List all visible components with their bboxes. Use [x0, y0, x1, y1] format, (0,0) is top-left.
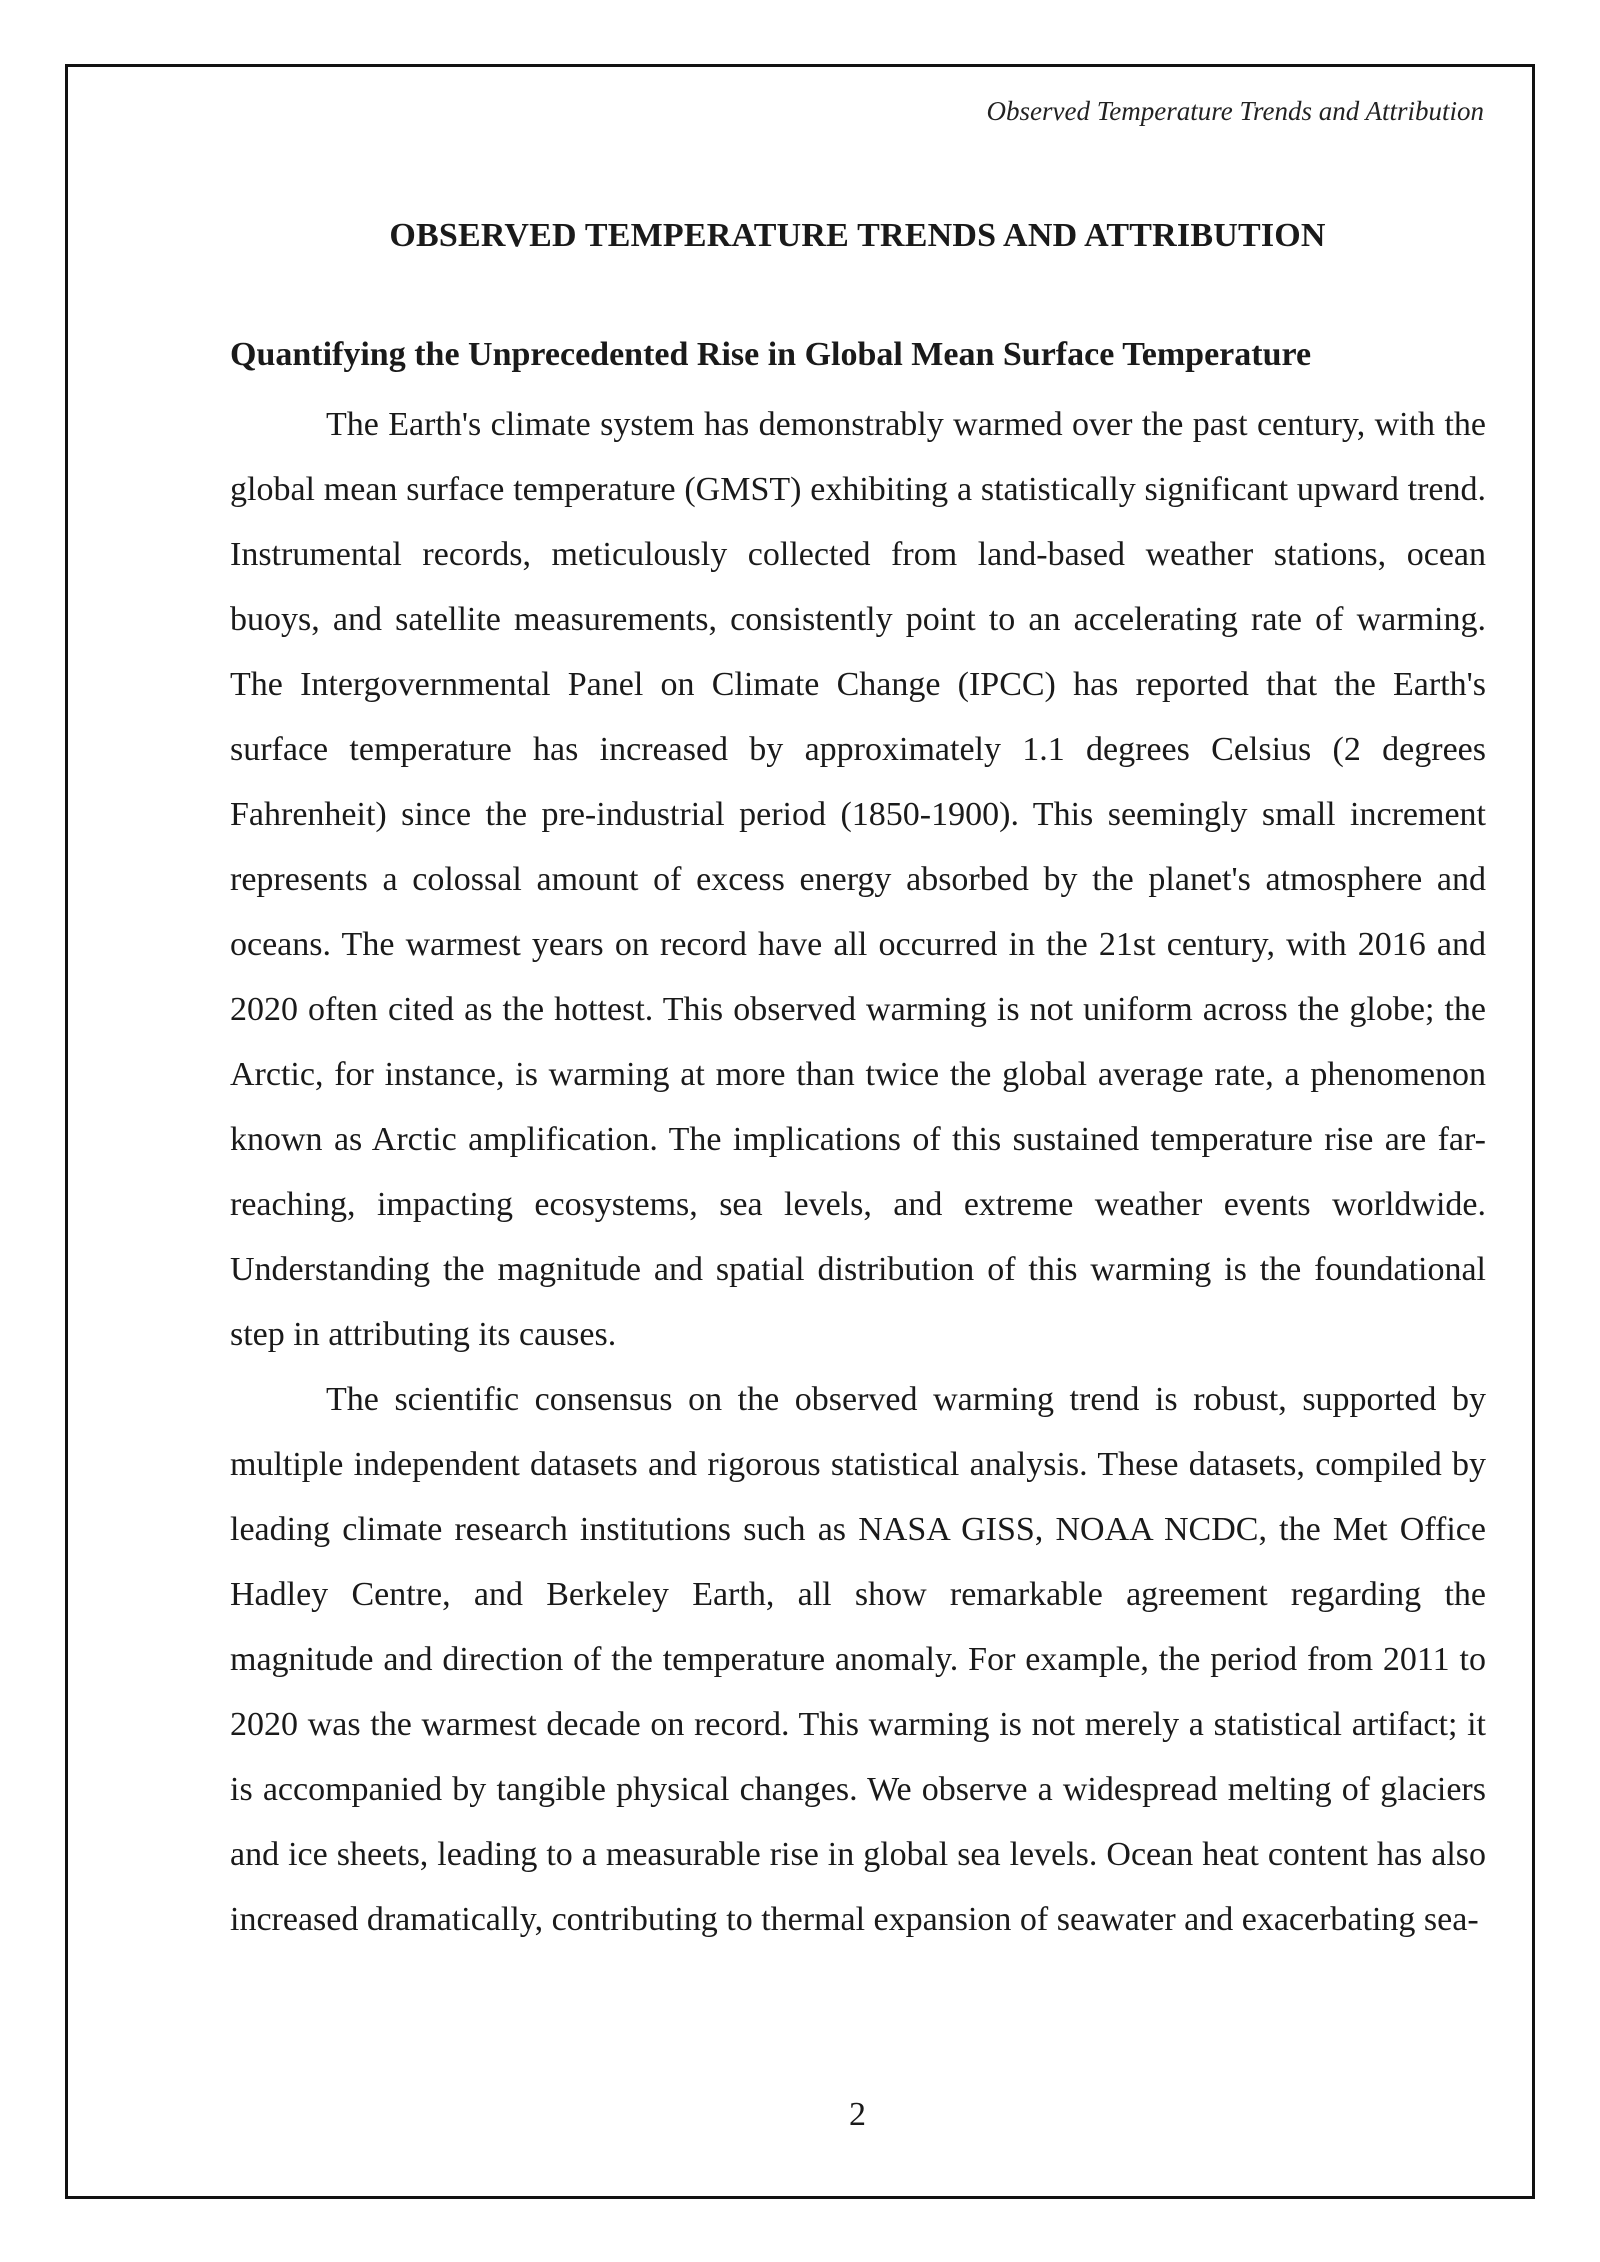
document-body: [230, 300, 1486, 1952]
body-paragraph-1: The Earth's climate system has demonstrably warmed over the past century, with the global mean surface temperature (GMST) exhibiting a statistically significant upward trend. Instrumental records, meticulously collected from land-based weather stations, ocean buoys, and satellite measurements, consistently point to an accelerating rate of warming. The Intergovernmental Panel on Climate Change (IPCC) has reported that the Earth's surface temperature has increased by approximately 1.1 degrees Celsius (2 degrees Fahrenheit) since the pre-industrial period (1850-1900). This seemingly small increment represents a colossal amount of excess energy absorbed by the planet's atmosphere and oceans. The warmest years on record have all occurred in the 21st century, with 2016 and 2020 often cited as the hottest. This observed warming is not uniform across the globe; the Arctic, for instance, is warming at more than twice the global average rate, a phenomenon known as Arctic amplification. The implications of this sustained temperature rise are far-reaching, impacting ecosystems, sea levels, and extreme weather events worldwide. Understanding the magnitude and spatial distribution of this warming is the foundational step in attributing its causes.: [230, 406, 1486, 1353]
running-header: Observed Temperature Trends and Attribution: [986, 96, 1484, 126]
section-heading: Quantifying the Unprecedented Rise in Global Mean Surface Temperature: [230, 336, 1312, 373]
page-number: 2: [849, 2096, 866, 2133]
document-title: OBSERVED TEMPERATURE TRENDS AND ATTRIBUTION: [389, 217, 1326, 254]
body-paragraph-2: The scientific consensus on the observed warming trend is robust, supported by multiple independent datasets and rigorous statistical analysis. These datasets, compiled by leading climate research institutions such as NASA GISS, NOAA NCDC, the Met Office Hadley Centre, and Berkeley Earth, all show remarkable agreement regarding the magnitude and direction of the temperature anomaly. For example, the period from 2011 to 2020 was the warmest decade on record. This warming is not merely a statistical artifact; it is accompanied by tangible physical changes. We observe a widespread melting of glaciers and ice sheets, leading to a measurable rise in global sea levels. Ocean heat content has also increased dramatically, contributing to thermal expansion of seawater and exacerbating sea-: [230, 1381, 1486, 1938]
